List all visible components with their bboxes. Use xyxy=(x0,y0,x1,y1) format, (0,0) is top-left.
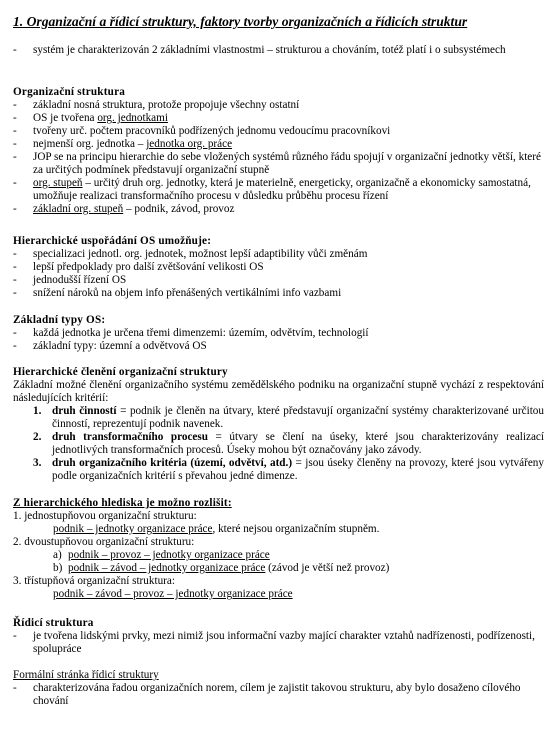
item-text: nejmenší org. jednotka – xyxy=(33,138,147,150)
list-item xyxy=(0,630,558,656)
list-item xyxy=(0,138,558,151)
item-number: 2. xyxy=(33,431,42,443)
zakladni-typy-section xyxy=(0,314,558,353)
section-heading: Hierarchické uspořádání OS umožňuje: xyxy=(13,235,212,247)
option-line xyxy=(0,549,558,562)
item-text: specializaci jednotl. org. jednotek, možnost lepší adaptibility vůči změnám xyxy=(33,248,368,260)
list-item xyxy=(0,261,558,274)
list-item xyxy=(0,99,558,112)
bullet-dash: - xyxy=(13,203,17,215)
item-text: = jsou úseky členěny na provozy, které jsou vytvářeny podle organizačních kritérií s převahou jedné dimenze. xyxy=(52,457,544,482)
bullet-dash: - xyxy=(13,340,17,352)
section-heading: Základní typy OS: xyxy=(13,314,106,326)
item-text: – podnik, závod, provoz xyxy=(123,203,235,215)
bullet-dash: - xyxy=(13,125,17,137)
item-number: 3. xyxy=(33,457,42,469)
option-line xyxy=(0,562,558,575)
bullet-dash: - xyxy=(13,327,17,339)
numbered-item xyxy=(0,405,558,431)
option-line xyxy=(0,588,558,601)
item-bold: druh organizačního kritéria (území, odvětví, atd.) xyxy=(52,457,293,469)
item-text: charakterizována řadou organizačních norem, cílem je zajistit takovou strukturu, aby bylo dosaženo cílového chování xyxy=(33,682,521,707)
intro-section xyxy=(0,44,558,57)
item-text: OS je tvořena xyxy=(33,112,98,124)
item-text: každá jednotka je určena třemi dimenzemi: územím, odvětvím, technologií xyxy=(33,327,369,339)
bullet-dash: - xyxy=(13,287,17,299)
item-text: je tvořena lidskými prvky, mezi nimiž jsou informační vazby mající charakter vztahů nadřízenosti, podřízenosti, spolupráce xyxy=(33,630,535,655)
bullet-dash: - xyxy=(13,630,17,642)
option-letter: a) xyxy=(53,549,62,561)
option-heading: 3. třístupňová organizační struktura: xyxy=(13,575,175,587)
list-item xyxy=(0,274,558,287)
org-struktura-section xyxy=(0,86,558,216)
item-text: základní nosná struktura, protože propojuje všechny ostatní xyxy=(33,99,300,111)
item-text: snížení nároků na objem info přenášených vertikálními info vazbami xyxy=(33,287,342,299)
bullet-dash: - xyxy=(13,151,17,163)
item-bold: druh činností xyxy=(52,405,117,417)
list-item xyxy=(0,112,558,125)
option-line xyxy=(0,523,558,536)
option-text: (závod je větší než provoz) xyxy=(265,562,390,574)
item-text: = útvary se člení na úseky, které jsou charakterizovány realizací jednotlivých transformačních procesů. Úseky mohou být označovány jako závody. xyxy=(52,431,545,456)
bullet-dash: - xyxy=(13,138,17,150)
item-text: základní typy: územní a odvětvová OS xyxy=(33,340,207,352)
hierarch-hlediska-section xyxy=(0,497,558,601)
item-bold: druh transformačního procesu xyxy=(52,431,208,443)
numbered-item xyxy=(0,457,558,483)
hierarch-usporadani-section xyxy=(0,235,558,300)
bullet-dash: - xyxy=(13,99,17,111)
item-number: 1. xyxy=(33,405,42,417)
list-item xyxy=(0,203,558,216)
option-text: , které nejsou organizačním stupněm. xyxy=(212,523,380,535)
item-text: – určitý druh org. jednotky, která je materielně, energeticky, organizačně a ekonomicky samostatná, umožňuje realizaci transformačního procesu v důsledku průběhu procesu řízení xyxy=(33,177,531,202)
list-item xyxy=(0,248,558,261)
bullet-dash: - xyxy=(13,274,17,286)
list-item xyxy=(0,125,558,138)
item-text: JOP se na principu hierarchie do sebe vložených systémů různého řádu spojují v organizační jednotky větší, které za určitých podmínek představují organizační stupně xyxy=(33,151,541,176)
item-underlined: org. stupeň xyxy=(33,177,83,189)
ridici-struktura-section xyxy=(0,617,558,656)
section-heading: Hierarchické členění organizační struktury xyxy=(13,366,228,378)
option-underlined: podnik – provoz – jednotky organizace práce xyxy=(68,549,270,561)
option-underlined: podnik – jednotky organizace práce xyxy=(53,523,213,535)
item-underlined: jednotka org. práce xyxy=(146,138,233,150)
list-item xyxy=(0,44,558,57)
page-title xyxy=(13,15,558,28)
section-heading: Z hierarchického hlediska je možno rozlišit: xyxy=(13,497,232,509)
bullet-dash: - xyxy=(13,682,17,694)
bullet-dash: - xyxy=(13,261,17,273)
list-item xyxy=(0,177,558,203)
item-underlined: org. jednotkami xyxy=(97,112,168,124)
item-underlined: základní org. stupeň xyxy=(33,203,124,215)
numbered-item xyxy=(0,431,558,457)
hierarch-cleneni-section xyxy=(0,366,558,483)
option-heading: 1. jednostupňovou organizační strukturu: xyxy=(13,510,197,522)
item-text: tvořeny urč. počtem pracovníků podřízených jednomu vedoucímu pracovníkovi xyxy=(33,125,391,137)
bullet-dash: - xyxy=(13,177,17,189)
list-item xyxy=(0,327,558,340)
option-underlined: podnik – závod – provoz – jednotky organizace práce xyxy=(53,588,293,600)
intro-text: systém je charakterizován 2 základními vlastnostmi – strukturou a chováním, totéž platí i o subsystémech xyxy=(33,44,506,56)
item-text: = podnik je členěn na útvary, které představují organizační systémy charakterizované určitou činností, reprezentují podnik navenek. xyxy=(52,405,544,430)
list-item xyxy=(0,151,558,177)
option-letter: b) xyxy=(53,562,63,574)
bullet-dash: - xyxy=(13,248,17,260)
list-item xyxy=(0,340,558,353)
formalni-stranka-section xyxy=(0,669,558,708)
item-text: lepší předpoklady pro další zvětšování velikosti OS xyxy=(33,261,264,273)
bullet-dash: - xyxy=(13,112,17,124)
item-text: jednodušší řízení OS xyxy=(33,274,127,286)
list-item xyxy=(0,682,558,708)
section-intro: Základní možné členění organizačního systému zemědělského podniku na organizační stupně vychází z respektování následujících kritérií: xyxy=(13,379,544,404)
section-heading: Řídicí struktura xyxy=(13,617,94,629)
option-underlined: podnik – závod – jednotky organizace práce xyxy=(68,562,266,574)
section-heading: Formální stránka řídicí struktury xyxy=(13,669,159,681)
option-heading: 2. dvoustupňovou organizační strukturu: xyxy=(13,536,195,548)
bullet-dash: - xyxy=(13,44,17,56)
title-text: 1. Organizační a řídicí struktury, faktory tvorby organizačních a řídicích struktur xyxy=(13,14,468,29)
section-heading: Organizační struktura xyxy=(13,86,126,98)
list-item xyxy=(0,287,558,300)
